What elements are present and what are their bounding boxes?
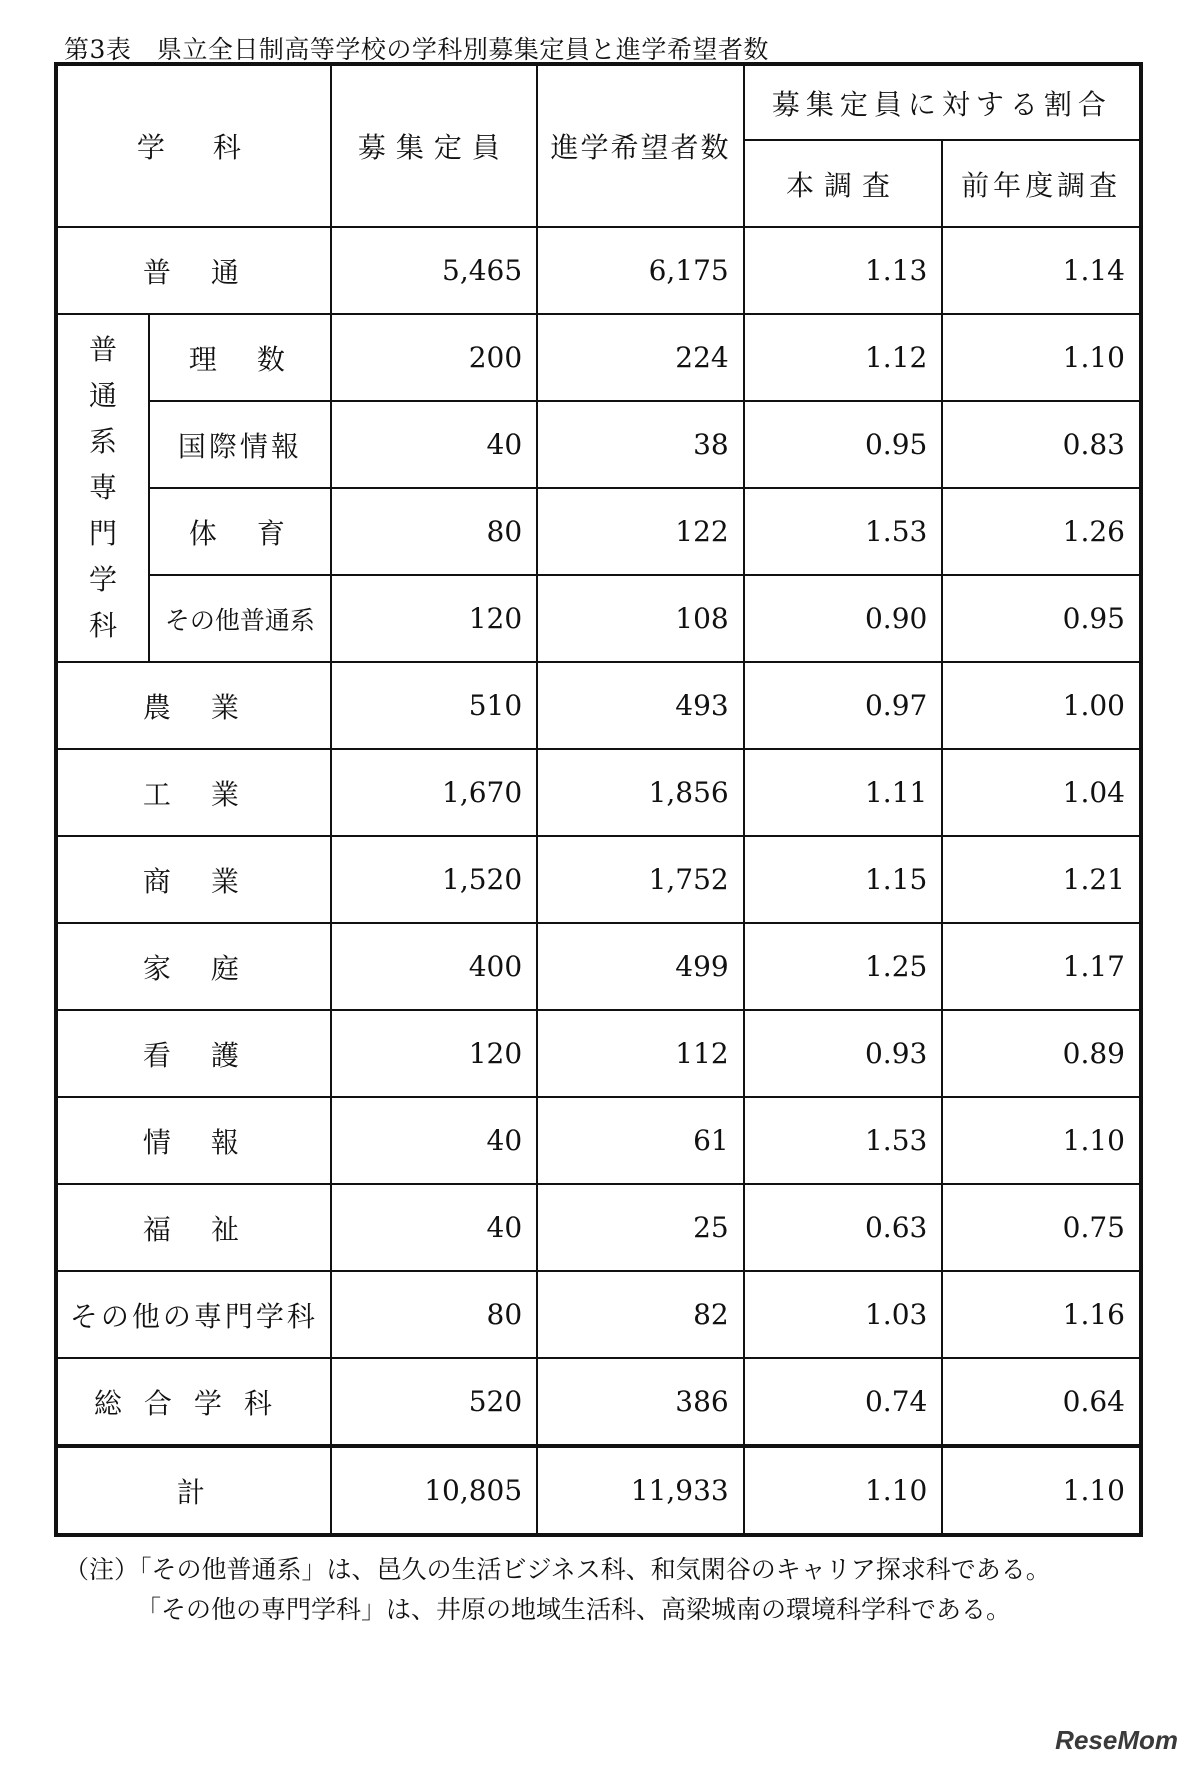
row-applicants: 1,752 [537, 836, 744, 923]
row-quota: 400 [331, 923, 538, 1010]
row-quota: 120 [331, 1010, 538, 1097]
total-ratio-previous: 1.10 [942, 1446, 1141, 1535]
row-ratio-previous: 1.17 [942, 923, 1141, 1010]
table-row [56, 836, 1141, 923]
row-ratio-previous: 1.00 [942, 662, 1141, 749]
row-ratio-current: 0.74 [744, 1358, 943, 1446]
row-name: 普 通 [56, 227, 331, 314]
row-ratio-current: 0.93 [744, 1010, 943, 1097]
row-applicants: 1,856 [537, 749, 744, 836]
quota-table [54, 62, 1143, 1537]
table-row [56, 1010, 1141, 1097]
table-title: 第3表 県立全日制高等学校の学科別募集定員と進学希望者数 [64, 35, 769, 64]
header-ratio-group: 募集定員に対する割合 [744, 64, 1141, 140]
row-ratio-previous: 1.10 [942, 1097, 1141, 1184]
row-ratio-current: 0.90 [744, 575, 943, 662]
table-row [56, 488, 1141, 575]
row-applicants: 122 [537, 488, 744, 575]
row-ratio-previous: 0.95 [942, 575, 1141, 662]
row-ratio-previous: 1.10 [942, 314, 1141, 401]
row-name: 情 報 [56, 1097, 331, 1184]
row-applicants: 6,175 [537, 227, 744, 314]
row-quota: 510 [331, 662, 538, 749]
row-quota: 1,670 [331, 749, 538, 836]
row-quota: 1,520 [331, 836, 538, 923]
row-ratio-previous: 1.04 [942, 749, 1141, 836]
row-applicants: 499 [537, 923, 744, 1010]
row-name: 福 祉 [56, 1184, 331, 1271]
row-quota: 5,465 [331, 227, 538, 314]
table-row [56, 662, 1141, 749]
row-applicants: 108 [537, 575, 744, 662]
brand-logo: ReseMom [1055, 1725, 1178, 1755]
total-row [56, 1446, 1141, 1535]
row-quota: 80 [331, 488, 538, 575]
footnote-line-2: 「その他の専門学科」は、井原の地域生活科、高梁城南の環境科学科である。 [136, 1595, 1012, 1624]
total-quota: 10,805 [331, 1446, 538, 1535]
row-applicants: 25 [537, 1184, 744, 1271]
row-quota: 40 [331, 1184, 538, 1271]
row-ratio-current: 0.97 [744, 662, 943, 749]
row-quota: 40 [331, 1097, 538, 1184]
row-name: 農 業 [56, 662, 331, 749]
row-applicants: 82 [537, 1271, 744, 1358]
row-ratio-current: 0.95 [744, 401, 943, 488]
row-name: 国際情報 [149, 401, 331, 488]
table-row [56, 1184, 1141, 1271]
table-row [56, 314, 1141, 401]
row-ratio-previous: 1.21 [942, 836, 1141, 923]
row-ratio-current: 1.11 [744, 749, 943, 836]
header-row [56, 64, 1141, 140]
total-ratio-current: 1.10 [744, 1446, 943, 1535]
row-applicants: 386 [537, 1358, 744, 1446]
table-row [56, 401, 1141, 488]
row-name: 家 庭 [56, 923, 331, 1010]
table-row [56, 749, 1141, 836]
row-ratio-current: 1.25 [744, 923, 943, 1010]
total-applicants: 11,933 [537, 1446, 744, 1535]
row-name: 商 業 [56, 836, 331, 923]
row-ratio-previous: 1.14 [942, 227, 1141, 314]
row-quota: 520 [331, 1358, 538, 1446]
row-name: 総合学科 [56, 1358, 331, 1446]
row-applicants: 61 [537, 1097, 744, 1184]
row-applicants: 493 [537, 662, 744, 749]
row-ratio-current: 1.53 [744, 1097, 943, 1184]
row-quota: 120 [331, 575, 538, 662]
footnote [64, 1550, 1051, 1630]
table-row [56, 923, 1141, 1010]
row-name: 理 数 [149, 314, 331, 401]
header-quota: 募集定員 [331, 64, 538, 227]
table-row [56, 227, 1141, 314]
table-row [56, 575, 1141, 662]
header-department: 学 科 [56, 64, 331, 227]
header-ratio-previous: 前年度調査 [942, 140, 1141, 227]
row-name: 工 業 [56, 749, 331, 836]
row-ratio-previous: 0.89 [942, 1010, 1141, 1097]
group-label-general-specialized: 普通系専門学科 [56, 314, 149, 662]
row-name: その他普通系 [149, 575, 331, 662]
header-ratio-current: 本調査 [744, 140, 943, 227]
row-name: 看 護 [56, 1010, 331, 1097]
table-row [56, 1097, 1141, 1184]
row-quota: 200 [331, 314, 538, 401]
row-ratio-current: 1.03 [744, 1271, 943, 1358]
row-ratio-current: 1.13 [744, 227, 943, 314]
row-ratio-current: 1.15 [744, 836, 943, 923]
table-row [56, 1271, 1141, 1358]
row-quota: 40 [331, 401, 538, 488]
row-applicants: 38 [537, 401, 744, 488]
table-row [56, 1358, 1141, 1446]
row-name: その他の専門学科 [56, 1271, 331, 1358]
row-ratio-current: 0.63 [744, 1184, 943, 1271]
row-ratio-previous: 1.16 [942, 1271, 1141, 1358]
total-name: 計 [56, 1446, 331, 1535]
row-ratio-previous: 1.26 [942, 488, 1141, 575]
row-ratio-current: 1.12 [744, 314, 943, 401]
row-ratio-current: 1.53 [744, 488, 943, 575]
row-applicants: 224 [537, 314, 744, 401]
header-applicants: 進学希望者数 [537, 64, 744, 227]
row-name: 体 育 [149, 488, 331, 575]
row-ratio-previous: 0.75 [942, 1184, 1141, 1271]
row-quota: 80 [331, 1271, 538, 1358]
row-applicants: 112 [537, 1010, 744, 1097]
footnote-line-1: （注）「その他普通系」は、邑久の生活ビジネス科、和気閑谷のキャリア探求科である。 [64, 1555, 1051, 1584]
row-ratio-previous: 0.83 [942, 401, 1141, 488]
row-ratio-previous: 0.64 [942, 1358, 1141, 1446]
